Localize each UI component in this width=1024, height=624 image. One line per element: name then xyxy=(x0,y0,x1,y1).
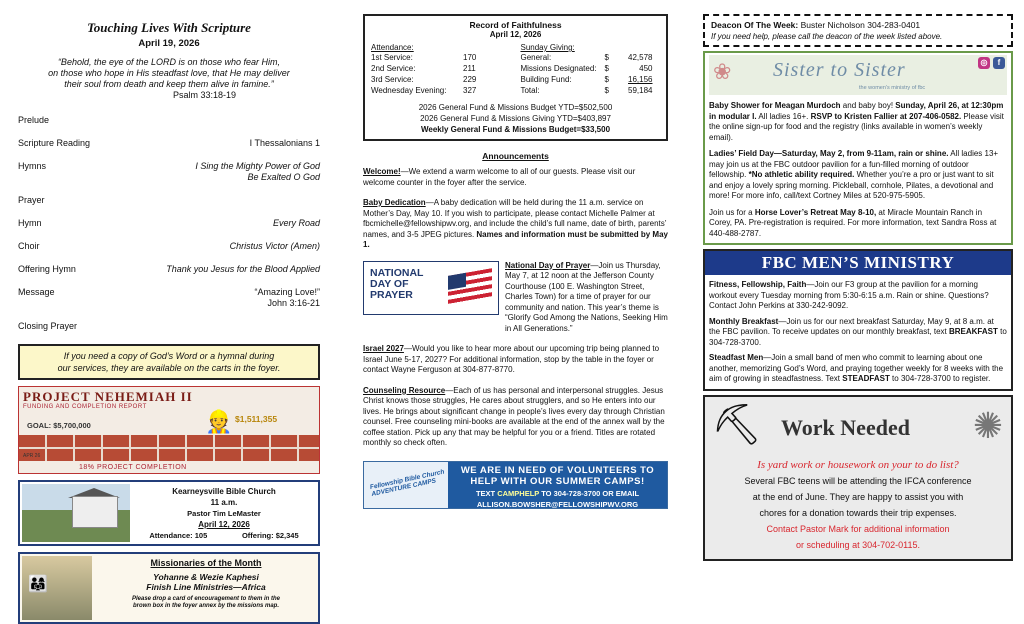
work-needed-card: ⛏ ✺ Work Needed Is yard work or housework on your to do list? Several FBC teens will be attending the IFCA conference at the end of June. They are happy to assist you with chores for a donation towards their trip expenses. Contact Pastor Mark for additional information or scheduling at 304-702-0115. xyxy=(703,395,1013,561)
order-item: Scripture Reading I Thessalonians 1 xyxy=(18,138,320,148)
counseling-announcement: Counseling Resource—Each of us has personal and interpersonal struggles. Jesus Christ knows those struggles, He cares about strugglers, and so He enters into our lives. He brings about significant change in people’s lives every day through Christian counsel. Free counseling mini-books are available at the end of the annex wall by the coffee station. Pick up any that may be helpful for you or a friend. Titles are rotated monthly so check often. xyxy=(363,385,665,447)
announcements-heading: Announcements xyxy=(482,151,549,161)
order-item: Prayer xyxy=(18,195,45,205)
record-of-faithfulness: Record of Faithfulness April 12, 2026 Attendance: 1st Service: 170 2nd Service: 211 3rd Service: 229 Wednesday Evening: 327 Sunday Giving: General: $ 42,578 Missions Designated: $ 450 Building Fund: $ 16,156 Total: $ 59,184 2026 General Fund & Missions Budget YTD=$502,500 2026 General Fund & Missions Giving YTD=$403,897 Weekly General Fund & Missions Budget=$33,500 xyxy=(363,14,668,141)
ministries-column xyxy=(703,14,1013,561)
order-of-service-column xyxy=(18,14,320,624)
mens-ministry-title: FBC MEN’S MINISTRY xyxy=(705,251,1011,275)
attendance-table: Attendance: 1st Service: 170 2nd Service: 211 3rd Service: 229 Wednesday Evening: 327 xyxy=(371,43,477,95)
flower-icon: ❀ xyxy=(713,59,732,84)
breakfast-item: Monthly Breakfast—Join us for our next breakfast Saturday, May 9, at 8 a.m. at the FBC pavilion. To receive updates on our monthly breakfast, text BREAKFAST to 304-728-3700. xyxy=(709,316,1007,347)
day-of-prayer-logo: NATIONAL DAY OF PRAYER xyxy=(363,261,499,315)
adventure-camps-logo: Fellowship Bible Church ADVENTURE CAMPS xyxy=(364,462,448,508)
baby-dedication-announcement: Baby Dedication—A baby dedication will be held during the 11 a.m. service on Mother’s Day, May 10. If you wish to participate, please contact Michelle Palmer at fbcmichelle@fellowshipwv.org, and include the child’s full name, date of birth, parents’ names, and 3-5 JPEG pictures. Names and information must be submitted by May 1. xyxy=(363,198,668,249)
construction-worker-icon: 👷 xyxy=(205,409,233,434)
israel-announcement: Israel 2027—Would you like to hear more about our upcoming trip being planned to Israel June 5-17, 2027? For additional information, stop by the table in the foyer or contact Wayne Ferguson at 304-877-8770. xyxy=(363,344,660,374)
verse-reference: Psalm 33:18-19 xyxy=(172,90,236,100)
order-item: Hymns I Sing the Mighty Power of God Be Exalted O God xyxy=(18,161,320,182)
church-building-image xyxy=(22,484,130,542)
flag-icon xyxy=(448,268,492,306)
day-of-prayer-announcement: NATIONAL DAY OF PRAYER National Day of Prayer—Join us Thursday, May 7, at 12 noon at the Jefferson County Courthouse (100 E. Washington Street, Charles Town) for a time of prayer for our community and nation. This year’s theme is “Glorify God Among the Nations, Seeking Him in All Generations.” xyxy=(363,261,668,335)
f3-item: Fitness, Fellowship, Faith—Join our F3 group at the pavilion for a morning workout every Tuesday morning from 5:30-6:15 a.m. Rain or shine. Questions? Contact John Perkins at 330-242-9092. xyxy=(709,280,989,310)
nehemiah-raised: $1,511,355 xyxy=(235,414,278,424)
duster-icon: ✺ xyxy=(972,404,1003,446)
deacon-of-week: Deacon Of The Week: Buster Nicholson 304-283-0401 If you need help, please call the deacon of the week listed above. xyxy=(703,14,1013,47)
scripture-verse: “Behold, the eye of the LORD is on those who fear Him, on those who hope in His steadfast love, that He may deliver their soul from death and keep them alive in famine.” Psalm 33:18-19 xyxy=(18,57,320,101)
sister-to-sister-header: ❀ Sister to Sister the women's ministry of fbc ◎ f xyxy=(709,55,1007,95)
welcome-announcement: Welcome!—We extend a warm welcome to all of our guests. Please visit our welcome counter in the foyer after the service. xyxy=(363,167,636,187)
steadfast-item: Steadfast Men—Join a small band of men who commit to learning about one another, memorizing God’s Word, and praying together weekly for 8 weeks with the aim of growing in steadfastness. Text STEADFAST to 304-728-3700 to register. xyxy=(709,353,1004,383)
hymnal-notice: If you need a copy of God’s Word or a hymnal during our services, they are available on the carts in the foyer. xyxy=(18,344,320,380)
order-of-service xyxy=(18,115,320,332)
nehemiah-title: PROJECT NEHEMIAH II xyxy=(23,389,193,404)
facebook-icon[interactable]: f xyxy=(993,57,1005,69)
missionaries-photo: 👨‍👩‍👧 xyxy=(22,556,92,620)
page-title: Touching Lives With Scripture xyxy=(87,20,251,35)
sister-to-sister-section xyxy=(703,51,1013,245)
service-date: April 19, 2026 xyxy=(138,38,200,49)
nehemiah-goal: GOAL: $5,700,000 xyxy=(27,421,91,430)
order-item: Offering Hymn Thank you Jesus for the Blood Applied xyxy=(18,264,320,274)
announcements-column xyxy=(363,14,668,509)
camp-email[interactable]: ALLISON.BOWSHER@FELLOWSHIPWV.ORG xyxy=(476,499,639,509)
nehemiah-percent: 18% PROJECT COMPLETION xyxy=(79,464,187,471)
missionaries-card: 👨‍👩‍👧 Missionaries of the Month Yohanne & Wezie Kaphesi Finish Line Ministries—Africa Please drop a card of encouragement to them in the brown box in the foyer annex by the missions map. xyxy=(18,552,320,624)
giving-table: Sunday Giving: General: $ 42,578 Missions Designated: $ 450 Building Fund: $ 16,156 Total: $ 59,184 xyxy=(520,43,653,95)
brick-wall-graphic xyxy=(19,435,319,461)
shovel-worker-icon: ⛏ xyxy=(711,402,762,447)
order-item: Closing Prayer xyxy=(18,321,78,331)
nehemiah-report: PROJECT NEHEMIAH II FUNDING AND COMPLETION REPORT GOAL: $5,700,000 👷 $1,511,355 APR 26 18% PROJECT COMPLETION xyxy=(18,386,320,474)
summer-camp-banner: Fellowship Bible Church ADVENTURE CAMPS WE ARE IN NEED OF VOLUNTEERS TO HELP WITH OUR SUMMER CAMPS! TEXT CAMPHELP TO 304-728-3700 OR EMAIL ALLISON.BOWSHER@FELLOWSHIPWV.ORG xyxy=(363,461,668,509)
mens-ministry-section xyxy=(703,249,1013,391)
instagram-icon[interactable]: ◎ xyxy=(978,57,990,69)
order-item: Prelude xyxy=(18,115,50,125)
baby-shower-item: Baby Shower for Meagan Murdoch and baby boy! Sunday, April 26, at 12:30pm in modular I. All ladies 16+. RSVP to Kristen Fallier at 207-406-0582. Please visit the online sign-up for food and the registry (links available in women’s weekly email). xyxy=(709,101,1004,142)
order-item: Choir Christus Victor (Amen) xyxy=(18,241,320,251)
retreat-item: Join us for a Horse Lover’s Retreat May 8-10, at Miracle Mountain Ranch in Corey, PA. Pre-registration is required. For more information, text Sandra Ross at 440-488-2787. xyxy=(709,207,997,238)
order-item: Hymn Every Road xyxy=(18,218,320,228)
order-item: Message “Amazing Love!” John 3:16-21 xyxy=(18,287,320,308)
kearneysville-card: Kearneysville Bible Church 11 a.m. Pastor Tim LeMaster April 12, 2026 Attendance: 105 Offering: $2,345 xyxy=(18,480,320,546)
field-day-item: Ladies’ Field Day—Saturday, May 2, from 9-11am, rain or shine. All ladies 13+ may join us at the FBC outdoor pavilion for a fun-filled morning of outdoor fellowship. *No athletic ability required. Whether you’re a pro or just want to sit and enjoy a lovely spring morning. Pickleball, cornhole, Pilates, a devotional and more! For more info, call/text Cortney Miles at 520-975-5905. xyxy=(709,149,999,200)
